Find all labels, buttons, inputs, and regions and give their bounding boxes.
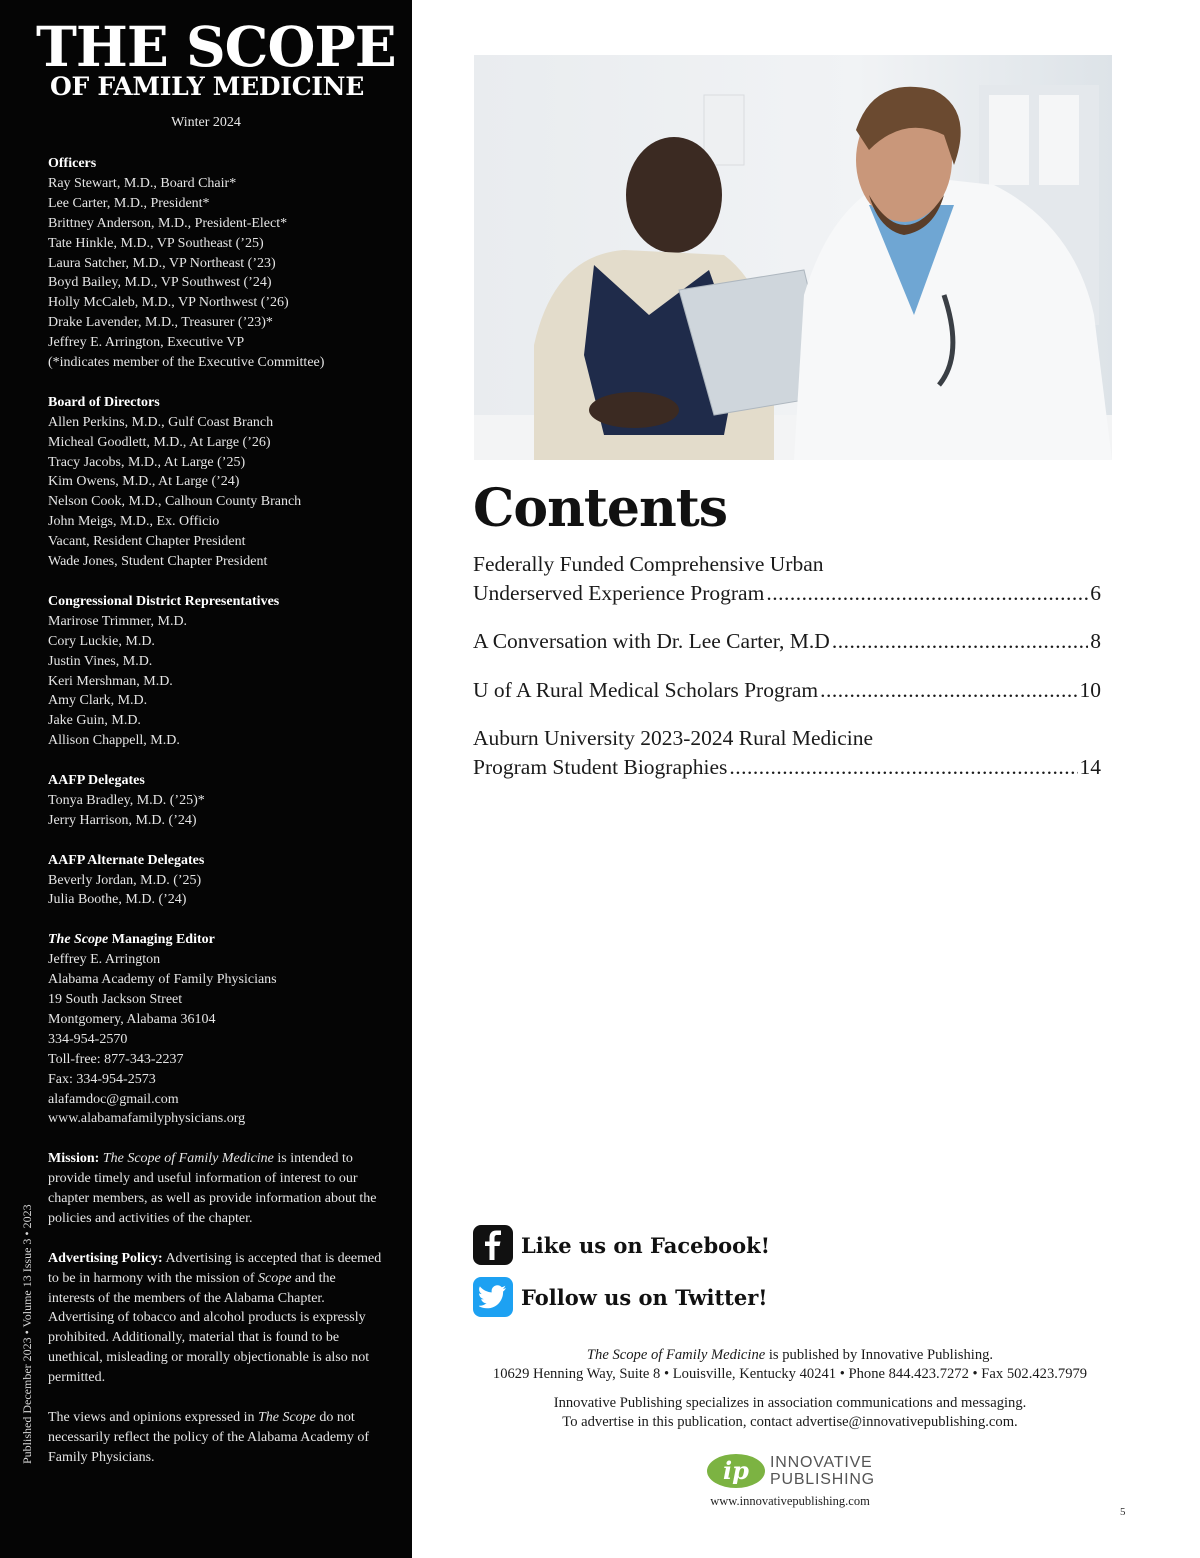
editor-line: Alabama Academy of Family Physicians — [48, 972, 277, 988]
page-number: 5 — [1120, 1506, 1126, 1518]
toc-entry-title-line1: Auburn University 2023-2024 Rural Medicine — [473, 726, 874, 750]
section-heading: Officers — [48, 156, 97, 171]
mission-paragraph — [48, 1149, 383, 1229]
issue-date: Winter 2024 — [171, 115, 241, 130]
roster-line: Tracy Jacobs, M.D., At Large (’25) — [48, 454, 246, 470]
roster-section — [48, 851, 383, 911]
publisher-italic: The Scope of Family Medicine — [586, 1347, 766, 1363]
editor-heading-italic: The Scope — [48, 932, 109, 948]
twitter-bird-glyph — [479, 1285, 507, 1309]
advertising-label: Advertising Policy: — [48, 1250, 163, 1266]
roster-section — [48, 592, 383, 751]
roster-line: Cory Luckie, M.D. — [48, 633, 155, 649]
twitter-link[interactable] — [473, 1276, 770, 1318]
mission-text: is intended to provide timely and useful information of interest to our chapter members, as well as provide information about the policies and activities of the chapter. — [48, 1151, 377, 1226]
advertising-italic: Scope — [257, 1270, 292, 1286]
masthead-title: THE SCOPE — [36, 14, 396, 79]
social-links — [473, 1224, 770, 1328]
editor-line: Jeffrey E. Arrington — [48, 952, 161, 968]
contents-title: Contents — [473, 478, 728, 539]
roster-line: Jerry Harrison, M.D. (’24) — [48, 812, 197, 828]
publisher-gap — [473, 1384, 1107, 1394]
toc-entry[interactable] — [473, 627, 1101, 656]
editor-line[interactable]: alafamdoc@gmail.com — [48, 1091, 179, 1107]
toc-entry-title-line1: Federally Funded Comprehensive Urban — [473, 552, 824, 576]
section-heading: AAFP Delegates — [48, 773, 145, 789]
toc-entry-row — [473, 579, 1101, 608]
advertising-paragraph — [48, 1249, 383, 1388]
toc-entry-title: Program Student Biographies — [473, 754, 728, 779]
roster-line: Julia Boothe, M.D. (’24) — [48, 892, 187, 908]
toc-page-number: 14 — [1079, 754, 1101, 779]
toc-entry[interactable] — [473, 724, 1101, 781]
roster-line: John Meigs, M.D., Ex. Officio — [48, 514, 220, 530]
toc-entry[interactable] — [473, 550, 1101, 607]
twitter-label[interactable]: Follow us on Twitter! — [521, 1284, 768, 1310]
editor-line: 334-954-2570 — [48, 1031, 128, 1047]
roster-line: Justin Vines, M.D. — [48, 653, 153, 669]
roster-line: Keri Mershman, M.D. — [48, 673, 173, 689]
publisher-specialty: Innovative Publishing specializes in association communications and messaging. — [553, 1395, 1027, 1411]
roster-section — [48, 393, 383, 572]
logo-word1: INNOVATIVE — [770, 1454, 873, 1471]
sidebar-content — [48, 154, 383, 1488]
roster-line: Beverly Jordan, M.D. (’25) — [48, 872, 202, 888]
editor-line: Montgomery, Alabama 36104 — [48, 1011, 216, 1027]
advertising-text2: and the interests of the members of the Alabama Chapter. Advertising of tobacco and alcohol products is expressly prohibited. Additionally, material that is found to be unethical, misleading or morally objectionable is also not permitted. — [48, 1270, 370, 1386]
toc-entry-row — [473, 627, 1101, 656]
facebook-link[interactable] — [473, 1224, 770, 1266]
views-text1: The views and opinions expressed in — [48, 1409, 258, 1425]
roster-line: Allison Chappell, M.D. — [48, 733, 180, 749]
views-italic: The Scope — [257, 1409, 316, 1425]
section-heading: Congressional District Representatives — [48, 593, 280, 609]
roster-line: Marirose Trimmer, M.D. — [48, 613, 188, 629]
editor-line: Toll-free: 877-343-2237 — [48, 1051, 184, 1067]
masthead — [36, 14, 396, 101]
roster-line: Ray Stewart, M.D., Board Chair* — [48, 175, 237, 191]
section-heading: AAFP Alternate Delegates — [48, 852, 205, 868]
views-paragraph — [48, 1408, 383, 1468]
editor-line: 19 South Jackson Street — [48, 991, 183, 1007]
logo-graphic — [706, 1450, 886, 1490]
roster-line: Jake Guin, M.D. — [48, 713, 141, 729]
roster-section — [48, 771, 383, 831]
editor-section — [48, 930, 383, 1129]
toc-page-number: 6 — [1090, 580, 1101, 605]
toc-leader-dots — [729, 753, 1077, 782]
roster-sections — [48, 154, 383, 910]
toc-leader-dots — [820, 676, 1077, 705]
roster-line: Brittney Anderson, M.D., President-Elect* — [48, 215, 288, 231]
roster-line: Boyd Bailey, M.D., VP Southwest (’24) — [48, 275, 272, 291]
publisher-website[interactable]: www.innovativepublishing.com — [710, 1494, 870, 1508]
toc-leader-dots — [832, 627, 1088, 656]
toc-entry-title: A Conversation with Dr. Lee Carter, M.D — [473, 629, 830, 653]
editor-lines — [48, 950, 383, 1129]
innovative-publishing-logo — [706, 1450, 886, 1490]
roster-line: Wade Jones, Student Chapter President — [48, 554, 268, 570]
editor-heading-rest: Managing Editor — [108, 932, 215, 948]
publisher-address: 10629 Henning Way, Suite 8 • Louisville, Kentucky 40241 • Phone 844.423.7272 • Fax 502.423.7979 — [492, 1366, 1088, 1382]
logo-mark: ip — [723, 1456, 749, 1485]
toc-entry-title: Underserved Experience Program — [473, 580, 765, 605]
masthead-subtitle: OF FAMILY MEDICINE — [49, 72, 364, 101]
sidebar — [0, 0, 412, 1558]
facebook-label[interactable]: Like us on Facebook! — [521, 1232, 770, 1258]
editor-line: Fax: 334-954-2573 — [48, 1071, 156, 1087]
facebook-icon[interactable] — [473, 1225, 513, 1265]
section-heading: Board of Directors — [48, 394, 160, 410]
logo-word2: PUBLISHING — [770, 1471, 875, 1488]
advertising-text1: Advertising is accepted that is deemed to be in harmony with the mission of — [48, 1250, 382, 1286]
toc-entry[interactable] — [473, 676, 1101, 705]
editor-heading — [48, 930, 383, 950]
editor-line[interactable]: www.alabamafamilyphysicians.org — [48, 1111, 246, 1127]
roster-line: (*indicates member of the Executive Committee) — [48, 355, 325, 371]
publisher-line1-rest: is published by Innovative Publishing. — [765, 1347, 994, 1363]
roster-line: Tonya Bradley, M.D. (’25)* — [48, 792, 205, 808]
mission-label: Mission: — [48, 1151, 100, 1167]
toc-leader-dots — [766, 579, 1088, 608]
roster-line: Amy Clark, M.D. — [48, 693, 148, 709]
publisher-info — [473, 1346, 1107, 1432]
toc-page-number: 10 — [1079, 677, 1101, 702]
cover-photo-doctor-patient — [474, 55, 1112, 460]
publisher-advertise: To advertise in this publication, contact advertise@innovativepublishing.com. — [562, 1414, 1018, 1430]
roster-line: Tate Hinkle, M.D., VP Southeast (’25) — [48, 235, 264, 251]
roster-line: Drake Lavender, M.D., Treasurer (’23)* — [48, 315, 273, 331]
toc-entry-row — [473, 753, 1101, 782]
toc-entry-row — [473, 676, 1101, 705]
twitter-icon[interactable] — [473, 1277, 513, 1317]
roster-line: Laura Satcher, M.D., VP Northeast (’23) — [48, 255, 276, 271]
table-of-contents — [473, 550, 1101, 801]
roster-line: Holly McCaleb, M.D., VP Northwest (’26) — [48, 295, 289, 311]
toc-entry-title: U of A Rural Medical Scholars Program — [473, 677, 819, 702]
roster-section — [48, 154, 383, 373]
toc-page-number: 8 — [1090, 629, 1101, 653]
mission-italic: The Scope of Family Medicine — [102, 1151, 274, 1167]
facebook-glyph — [480, 1230, 506, 1260]
publisher-line1 — [473, 1346, 1107, 1365]
roster-line: Vacant, Resident Chapter President — [48, 534, 246, 550]
views-text2: do not necessarily reflect the policy of the Alabama Academy of Family Physicians. — [48, 1409, 370, 1465]
roster-line: Kim Owens, M.D., At Large (’24) — [48, 474, 240, 490]
roster-line: Lee Carter, M.D., President* — [48, 195, 210, 211]
roster-line: Micheal Goodlett, M.D., At Large (’26) — [48, 434, 271, 450]
roster-line: Allen Perkins, M.D., Gulf Coast Branch — [48, 414, 274, 430]
roster-line: Jeffrey E. Arrington, Executive VP — [48, 335, 245, 351]
photo-illustration — [474, 55, 1112, 460]
publication-info-vertical: Published December 2023 • Volume 13 Issue 3 • 2023 — [20, 1204, 34, 1464]
roster-line: Nelson Cook, M.D., Calhoun County Branch — [48, 494, 302, 510]
